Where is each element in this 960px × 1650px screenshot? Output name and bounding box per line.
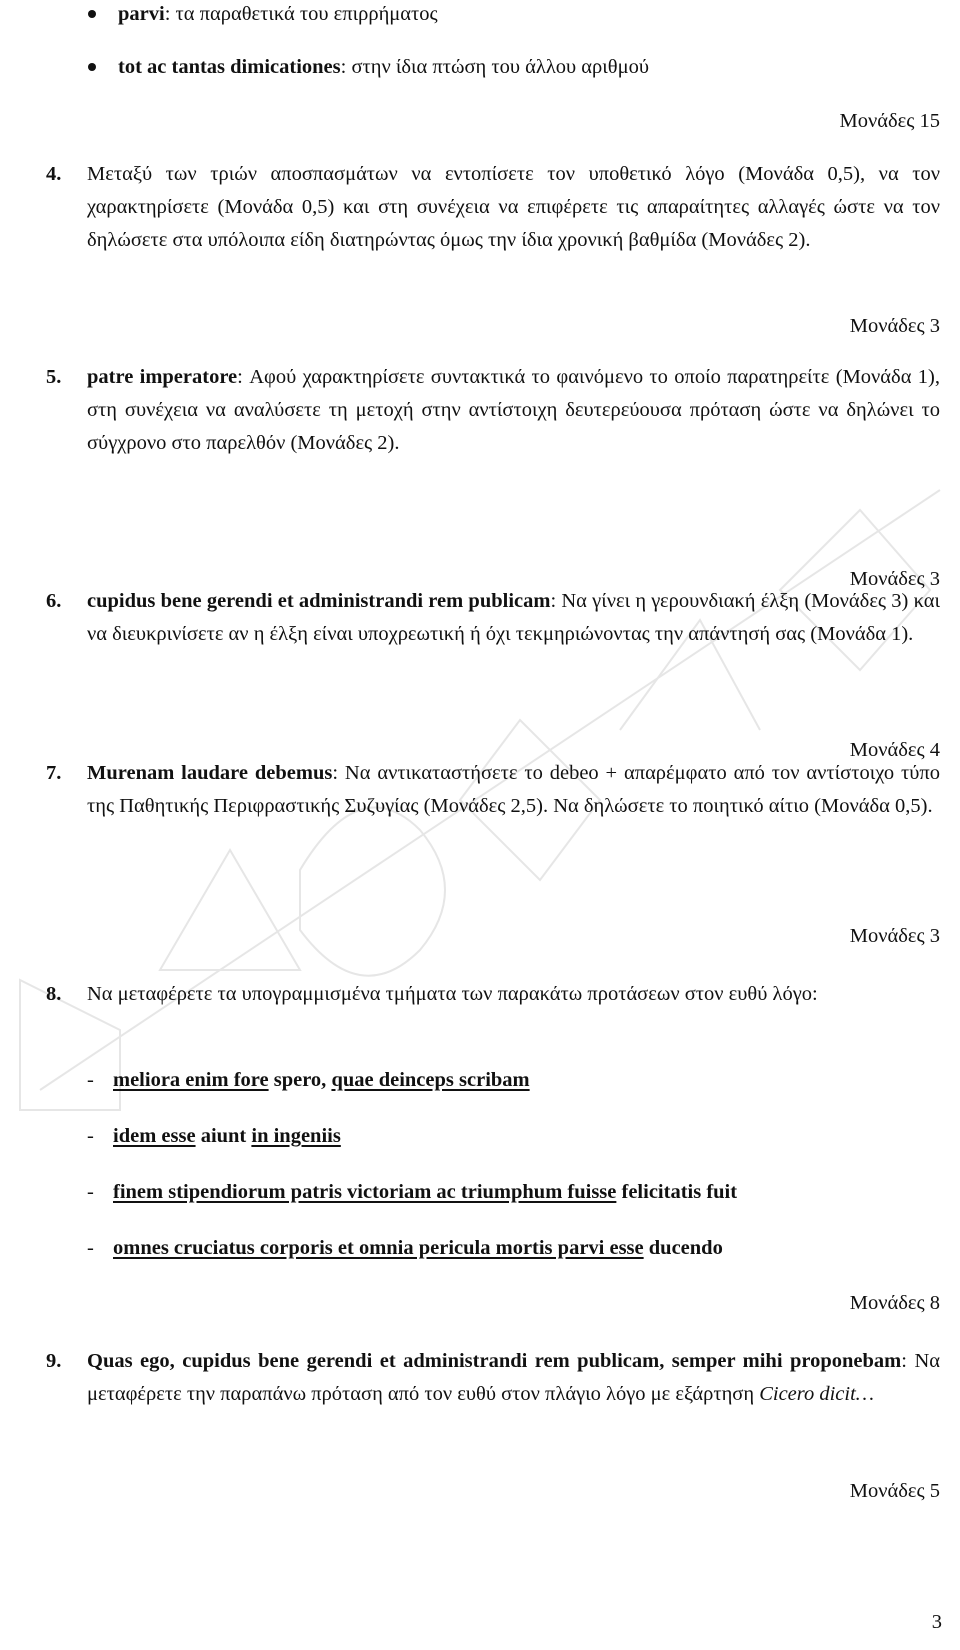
marks-label: Μονάδες 4 <box>849 739 940 761</box>
underlined-phrase: quae deinceps scribam <box>331 1069 530 1091</box>
marks-label: Μονάδες 3 <box>849 315 940 337</box>
dash-marker: - <box>87 1125 94 1147</box>
list-item <box>87 1065 940 1095</box>
question-latin-phrase: patre imperatore <box>87 366 238 388</box>
marks-label: Μονάδες 5 <box>849 1480 940 1502</box>
question-text: Να μεταφέρετε τα υπογραμμισμένα τμήματα των παρακάτω προτάσεων στον ευθύ λόγο: <box>87 983 818 1005</box>
dash-marker: - <box>87 1069 94 1091</box>
plain-phrase: spero, <box>268 1069 332 1091</box>
marks-label: Μονάδες 3 <box>849 925 940 947</box>
bullet-term: tot ac tantas dimicationes <box>118 56 341 78</box>
marks-label: Μονάδες 15 <box>839 110 940 132</box>
list-item <box>87 1233 940 1263</box>
question-latin-phrase: Murenam laudare debemus <box>87 762 333 784</box>
question-text: : Να γίνει η γερουνδιακή έλξη (Μονάδες 3) και να διευκρινίσετε αν η έλξη είναι υποχρεωτική ή όχι τεκμηριώνοντας την απάντησή σας (Μονάδα 1). <box>87 590 940 645</box>
dash-marker: - <box>87 1181 94 1203</box>
question-number: 6. <box>46 590 62 612</box>
marks-label: Μονάδες 8 <box>849 1292 940 1314</box>
bullet-item <box>88 53 940 81</box>
question-number: 8. <box>46 983 62 1005</box>
bullet-term: parvi <box>118 3 165 25</box>
bullet-description: : στην ίδια πτώση του άλλου αριθμού <box>340 56 650 78</box>
question-italic-phrase: Cicero dicit… <box>759 1383 875 1405</box>
question-latin-phrase: cupidus bene gerendi et administrandi rem publicam <box>87 590 551 612</box>
question-number: 9. <box>46 1350 62 1372</box>
question-text: : Να αντικαταστήσετε το debeo + απαρέμφατο από τον αντίστοιχο τύπο της Παθητικής Περιφραστικής Συζυγίας (Μονάδες 2,5). Να δηλώσετε το ποιητικό αίτιο (Μονάδα 0,5). <box>87 762 940 817</box>
question-text: : Αφού χαρακτηρίσετε συντακτικά το φαινόμενο το οποίο παρατηρείτε (Μονάδα 1), στη συνέχεια να αναλύσετε τη μετοχή στην αντίστοιχη δευτερεύουσα πρόταση ώστε να δηλώνει το σύγχρονο στο παρελθόν (Μονάδες 2). <box>87 366 940 454</box>
marks-label: Μονάδες 3 <box>849 568 940 590</box>
plain-phrase: felicitatis fuit <box>616 1181 738 1203</box>
question-number: 4. <box>46 163 62 185</box>
plain-phrase: ducendo <box>643 1237 723 1259</box>
list-item <box>87 1121 940 1151</box>
bullet-item <box>88 0 940 28</box>
question-text: Μεταξύ των τριών αποσπασμάτων να εντοπίσετε τον υποθετικό λόγο (Μονάδα 0,5), να τον χαρακτηρίσετε (Μονάδα 0,5) και στη συνέχεια να επιφέρετε τις απαραίτητες αλλαγές ώστε να τον δηλώσετε στα υπόλοιπα είδη διατηρώντας όμως την ίδια χρονική βαθμίδα (Μονάδες 2). <box>87 163 940 251</box>
plain-phrase: aiunt <box>195 1125 252 1147</box>
underlined-phrase: idem esse <box>113 1125 196 1147</box>
dash-marker: - <box>87 1237 94 1259</box>
bullet-dot-icon <box>88 63 96 71</box>
underlined-phrase: in ingeniis <box>251 1125 341 1147</box>
list-item <box>87 1177 940 1207</box>
underlined-phrase: omnes cruciatus corporis et omnia pericula mortis parvi esse <box>113 1237 644 1259</box>
bullet-description: : τα παραθετικά του επιρρήματος <box>164 3 438 25</box>
question-number: 7. <box>46 762 62 784</box>
question-number: 5. <box>46 366 62 388</box>
page-number: 3 <box>931 1611 942 1633</box>
underlined-phrase: finem stipendiorum patris victoriam ac triumphum fuisse <box>113 1181 617 1203</box>
underlined-phrase: meliora enim fore <box>113 1069 269 1091</box>
bullet-dot-icon <box>88 10 96 18</box>
question-text: : Να μεταφέρετε την παραπάνω πρόταση από τον ευθύ στον πλάγιο λόγο με εξάρτηση <box>87 1350 940 1405</box>
question-latin-phrase: Quas ego, cupidus bene gerendi et administrandi rem publicam, semper mihi proponebam <box>87 1350 902 1372</box>
